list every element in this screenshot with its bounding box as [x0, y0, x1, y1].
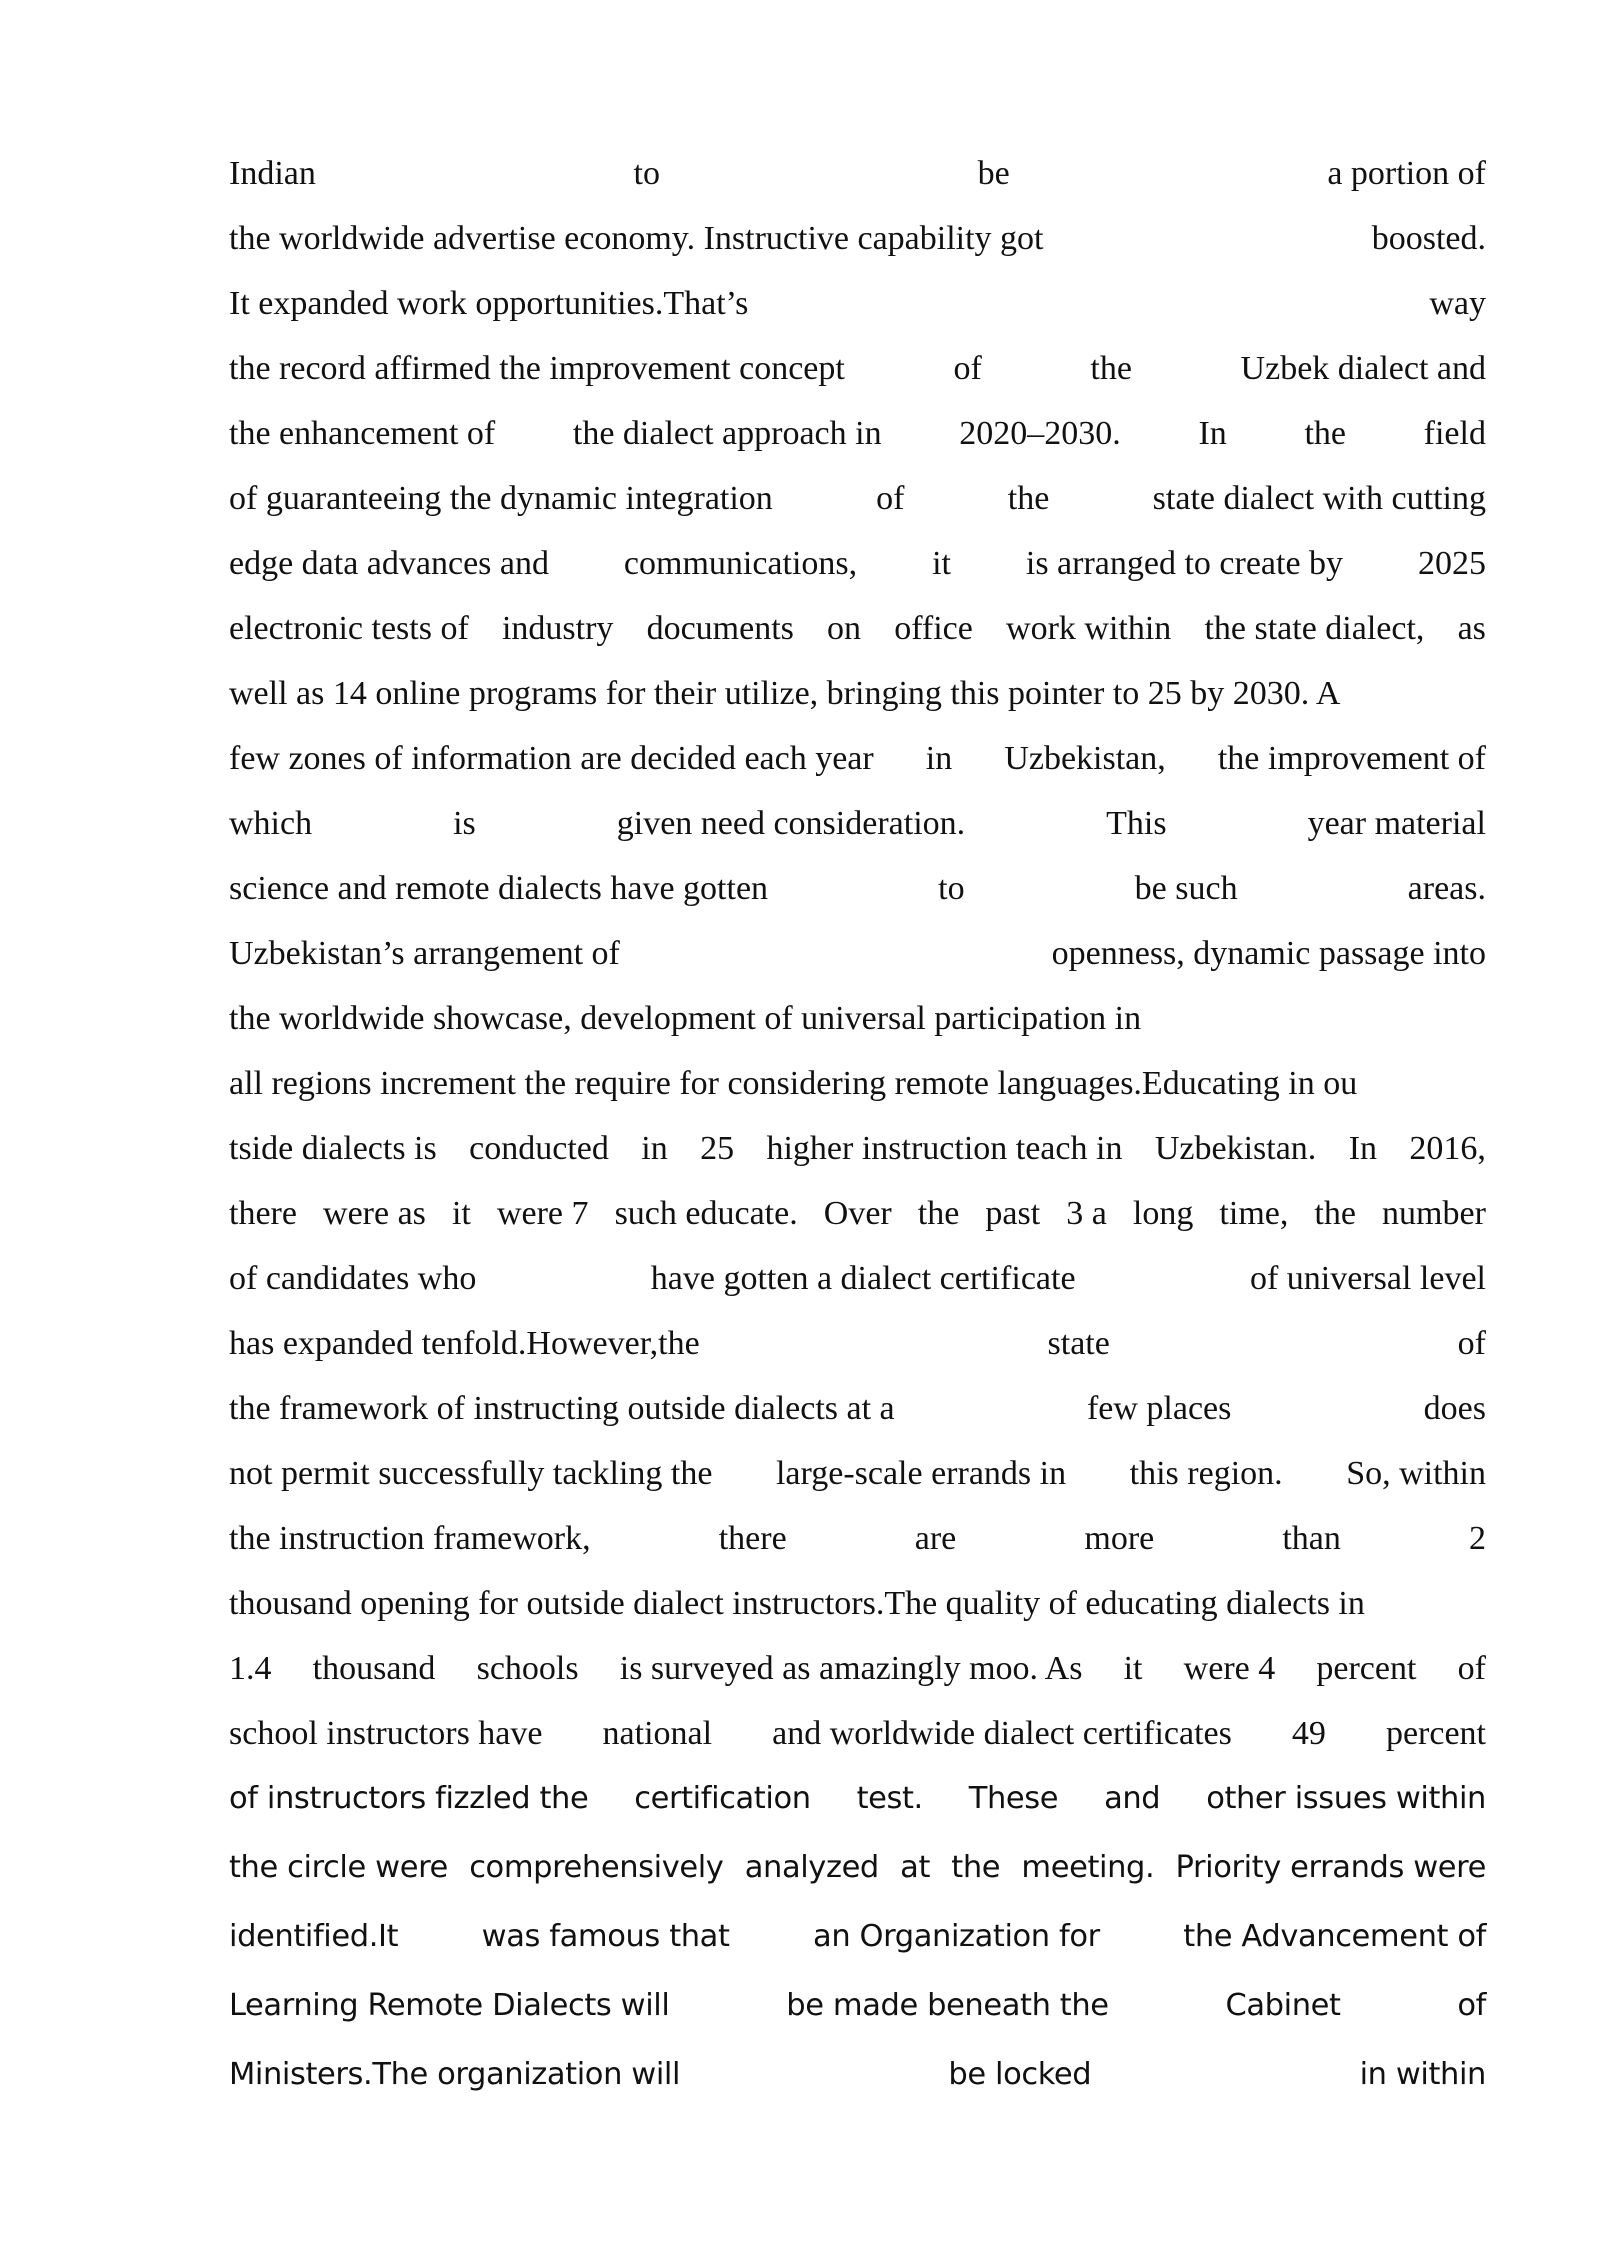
text-segment: conducted	[469, 1130, 609, 1167]
text-segment: the	[917, 1195, 960, 1232]
text-segment: 49	[1291, 1715, 1326, 1752]
text-segment: year material	[1307, 805, 1486, 842]
text-segment: Uzbekistan.	[1154, 1130, 1317, 1167]
text-segment: These	[968, 1781, 1059, 1816]
text-segment: were 4	[1183, 1650, 1276, 1687]
text-segment: electronic tests of	[229, 610, 469, 647]
text-segment: past	[985, 1195, 1041, 1232]
text-segment: meeting.	[1021, 1850, 1155, 1885]
text-segment: be made beneath the	[786, 1988, 1109, 2023]
text-segment: the worldwide advertise economy. Instructive capability got	[229, 220, 1044, 257]
text-line	[229, 1513, 1486, 1578]
text-line	[229, 1911, 1486, 1980]
text-segment: have gotten a dialect certificate	[650, 1260, 1076, 1297]
text-segment: school instructors have	[229, 1715, 543, 1752]
text-segment: were as	[323, 1195, 426, 1232]
text-segment: the	[951, 1850, 1001, 1885]
text-line	[229, 993, 1486, 1058]
text-line	[229, 863, 1486, 928]
text-segment: on	[827, 610, 862, 647]
text-line	[229, 1318, 1486, 1383]
text-segment: identified.It	[229, 1919, 399, 1954]
text-segment: to	[633, 155, 660, 192]
text-segment: it	[1123, 1650, 1143, 1687]
text-segment: few zones of information are decided each year	[229, 740, 874, 777]
text-line	[229, 343, 1486, 408]
text-segment: is	[453, 805, 476, 842]
text-segment: boosted.	[1371, 220, 1486, 257]
text-segment: of	[1457, 1325, 1486, 1362]
text-line	[229, 1058, 1486, 1123]
text-segment: thousand opening for outside dialect instructors.The quality of educating dialects in	[229, 1585, 1365, 1622]
text-line	[229, 148, 1486, 213]
text-segment: such educate.	[614, 1195, 798, 1232]
text-segment: there	[229, 1195, 297, 1232]
text-segment: 1.4	[229, 1650, 272, 1687]
text-segment: in	[925, 740, 953, 777]
text-segment: thousand	[312, 1650, 436, 1687]
text-segment: field	[1423, 415, 1486, 452]
text-segment: the	[1007, 480, 1050, 517]
text-segment: edge data advances and	[229, 545, 549, 582]
text-segment: which	[229, 805, 313, 842]
text-segment: the circle were	[229, 1850, 448, 1885]
text-line	[229, 733, 1486, 798]
text-segment: has expanded tenfold.However,the	[229, 1325, 700, 1362]
text-segment: the dialect approach in	[572, 415, 882, 452]
text-line	[229, 1253, 1486, 1318]
text-segment: work within	[1006, 610, 1172, 647]
text-segment: an Organization for	[813, 1919, 1100, 1954]
text-line	[229, 798, 1486, 863]
text-segment: other issues within	[1206, 1781, 1486, 1816]
text-segment: of instructors fizzled the	[229, 1781, 589, 1816]
text-segment: way	[1429, 285, 1486, 322]
text-segment: of	[876, 480, 905, 517]
text-segment: In	[1348, 1130, 1378, 1167]
text-line	[229, 1448, 1486, 1513]
text-segment: and	[1104, 1781, 1161, 1816]
text-segment: Indian	[229, 155, 316, 192]
text-segment: In	[1198, 415, 1227, 452]
text-segment: the enhancement of	[229, 415, 496, 452]
text-segment: 25	[700, 1130, 735, 1167]
text-segment: communications,	[623, 545, 858, 582]
text-segment: industry	[501, 610, 614, 647]
text-segment: schools	[476, 1650, 579, 1687]
text-segment: well as 14 online programs for their utilize, bringing this pointer to 25 by 2030. A	[229, 675, 1341, 712]
text-segment: number	[1382, 1195, 1486, 1232]
text-segment: in within	[1359, 2057, 1486, 2092]
text-segment: of	[1457, 1650, 1486, 1687]
text-segment: national	[602, 1715, 713, 1752]
text-line	[229, 278, 1486, 343]
text-segment: few places	[1086, 1390, 1232, 1427]
text-segment: office	[894, 610, 973, 647]
text-segment: of	[953, 350, 982, 387]
text-segment: the framework of instructing outside dialects at a	[229, 1390, 895, 1427]
text-segment: be such	[1134, 870, 1238, 907]
text-segment: were 7	[496, 1195, 589, 1232]
text-segment: 2025	[1417, 545, 1486, 582]
text-segment: not permit successfully tackling the	[229, 1455, 713, 1492]
text-segment: state dialect with cutting	[1152, 480, 1486, 517]
text-segment: the Advancement of	[1183, 1919, 1486, 1954]
text-line	[229, 1842, 1486, 1911]
text-segment: be locked	[948, 2057, 1092, 2092]
text-segment: of universal level	[1249, 1260, 1486, 1297]
text-segment: areas.	[1407, 870, 1486, 907]
text-segment: percent	[1316, 1650, 1417, 1687]
text-segment: test.	[856, 1781, 923, 1816]
text-segment: given need consideration.	[616, 805, 966, 842]
text-segment: 2020–2030.	[959, 415, 1121, 452]
text-segment: the record affirmed the improvement concept	[229, 350, 845, 387]
text-segment: all regions increment the require for considering remote languages.Educating in ou	[229, 1065, 1358, 1102]
text-segment: be	[977, 155, 1010, 192]
text-line	[229, 1578, 1486, 1643]
text-line	[229, 928, 1486, 993]
text-segment: to	[938, 870, 965, 907]
text-line	[229, 1188, 1486, 1253]
text-segment: tside dialects is	[229, 1130, 437, 1167]
text-segment: was famous that	[481, 1919, 730, 1954]
text-segment: more	[1084, 1520, 1155, 1557]
text-segment: in	[641, 1130, 668, 1167]
text-line	[229, 1123, 1486, 1188]
text-segment: the improvement of	[1217, 740, 1486, 777]
text-segment: than	[1282, 1520, 1341, 1557]
text-segment: openness, dynamic passage into	[1051, 935, 1486, 972]
text-line	[229, 1773, 1486, 1842]
text-line	[229, 1708, 1486, 1773]
text-segment: at	[900, 1850, 931, 1885]
text-segment: as	[1457, 610, 1486, 647]
text-segment: of	[1457, 1988, 1486, 2023]
text-segment: the instruction framework,	[229, 1520, 591, 1557]
text-segment: of guaranteeing the dynamic integration	[229, 480, 773, 517]
text-segment: of candidates who	[229, 1260, 477, 1297]
text-segment: it	[932, 545, 951, 582]
text-segment: So, within	[1346, 1455, 1486, 1492]
text-line	[229, 603, 1486, 668]
text-segment: comprehensively	[469, 1850, 724, 1885]
text-segment: percent	[1385, 1715, 1486, 1752]
text-segment: it	[451, 1195, 471, 1232]
text-line	[229, 408, 1486, 473]
text-segment: the state dialect,	[1204, 610, 1425, 647]
text-segment: certification	[634, 1781, 811, 1816]
text-line	[229, 1980, 1486, 2049]
text-segment: Priority errands were	[1175, 1850, 1486, 1885]
text-line	[229, 1643, 1486, 1708]
text-segment: is arranged to create by	[1025, 545, 1344, 582]
text-segment: Over	[823, 1195, 892, 1232]
text-line	[229, 473, 1486, 538]
body-text	[229, 148, 1486, 2118]
text-segment: 3 a	[1066, 1195, 1107, 1232]
text-segment: does	[1423, 1390, 1486, 1427]
text-segment: It expanded work opportunities.That’s	[229, 285, 749, 322]
text-segment: Cabinet	[1225, 1988, 1341, 2023]
text-line	[229, 213, 1486, 278]
text-segment: the	[1090, 350, 1132, 387]
text-segment: Uzbekistan,	[1004, 740, 1166, 777]
text-segment: This	[1106, 805, 1167, 842]
text-segment: a portion of	[1327, 155, 1486, 192]
text-segment: is surveyed as amazingly moo. As	[619, 1650, 1083, 1687]
text-line	[229, 668, 1486, 733]
text-segment: there	[718, 1520, 787, 1557]
text-line	[229, 538, 1486, 603]
text-segment: are	[914, 1520, 957, 1557]
text-segment: Uzbek dialect and	[1240, 350, 1486, 387]
text-segment: long	[1132, 1195, 1194, 1232]
text-segment: Uzbekistan’s arrangement of	[229, 935, 620, 972]
text-line	[229, 2049, 1486, 2118]
text-segment: this region.	[1129, 1455, 1283, 1492]
text-segment: the worldwide showcase, development of universal participation in	[229, 1000, 1142, 1037]
text-segment: large-scale errands in	[775, 1455, 1067, 1492]
text-segment: the	[1304, 415, 1346, 452]
text-segment: 2	[1468, 1520, 1486, 1557]
text-segment: and worldwide dialect certificates	[772, 1715, 1232, 1752]
text-segment: higher instruction teach in	[766, 1130, 1123, 1167]
text-segment: time,	[1219, 1195, 1289, 1232]
text-segment: state	[1047, 1325, 1110, 1362]
text-segment: science and remote dialects have gotten	[229, 870, 769, 907]
text-segment: analyzed	[744, 1850, 879, 1885]
text-segment: documents	[646, 610, 794, 647]
text-segment: the	[1314, 1195, 1356, 1232]
text-segment: Learning Remote Dialects will	[229, 1988, 670, 2023]
text-segment: 2016,	[1409, 1130, 1486, 1167]
text-segment: Ministers.The organization will	[229, 2057, 681, 2092]
text-line	[229, 1383, 1486, 1448]
